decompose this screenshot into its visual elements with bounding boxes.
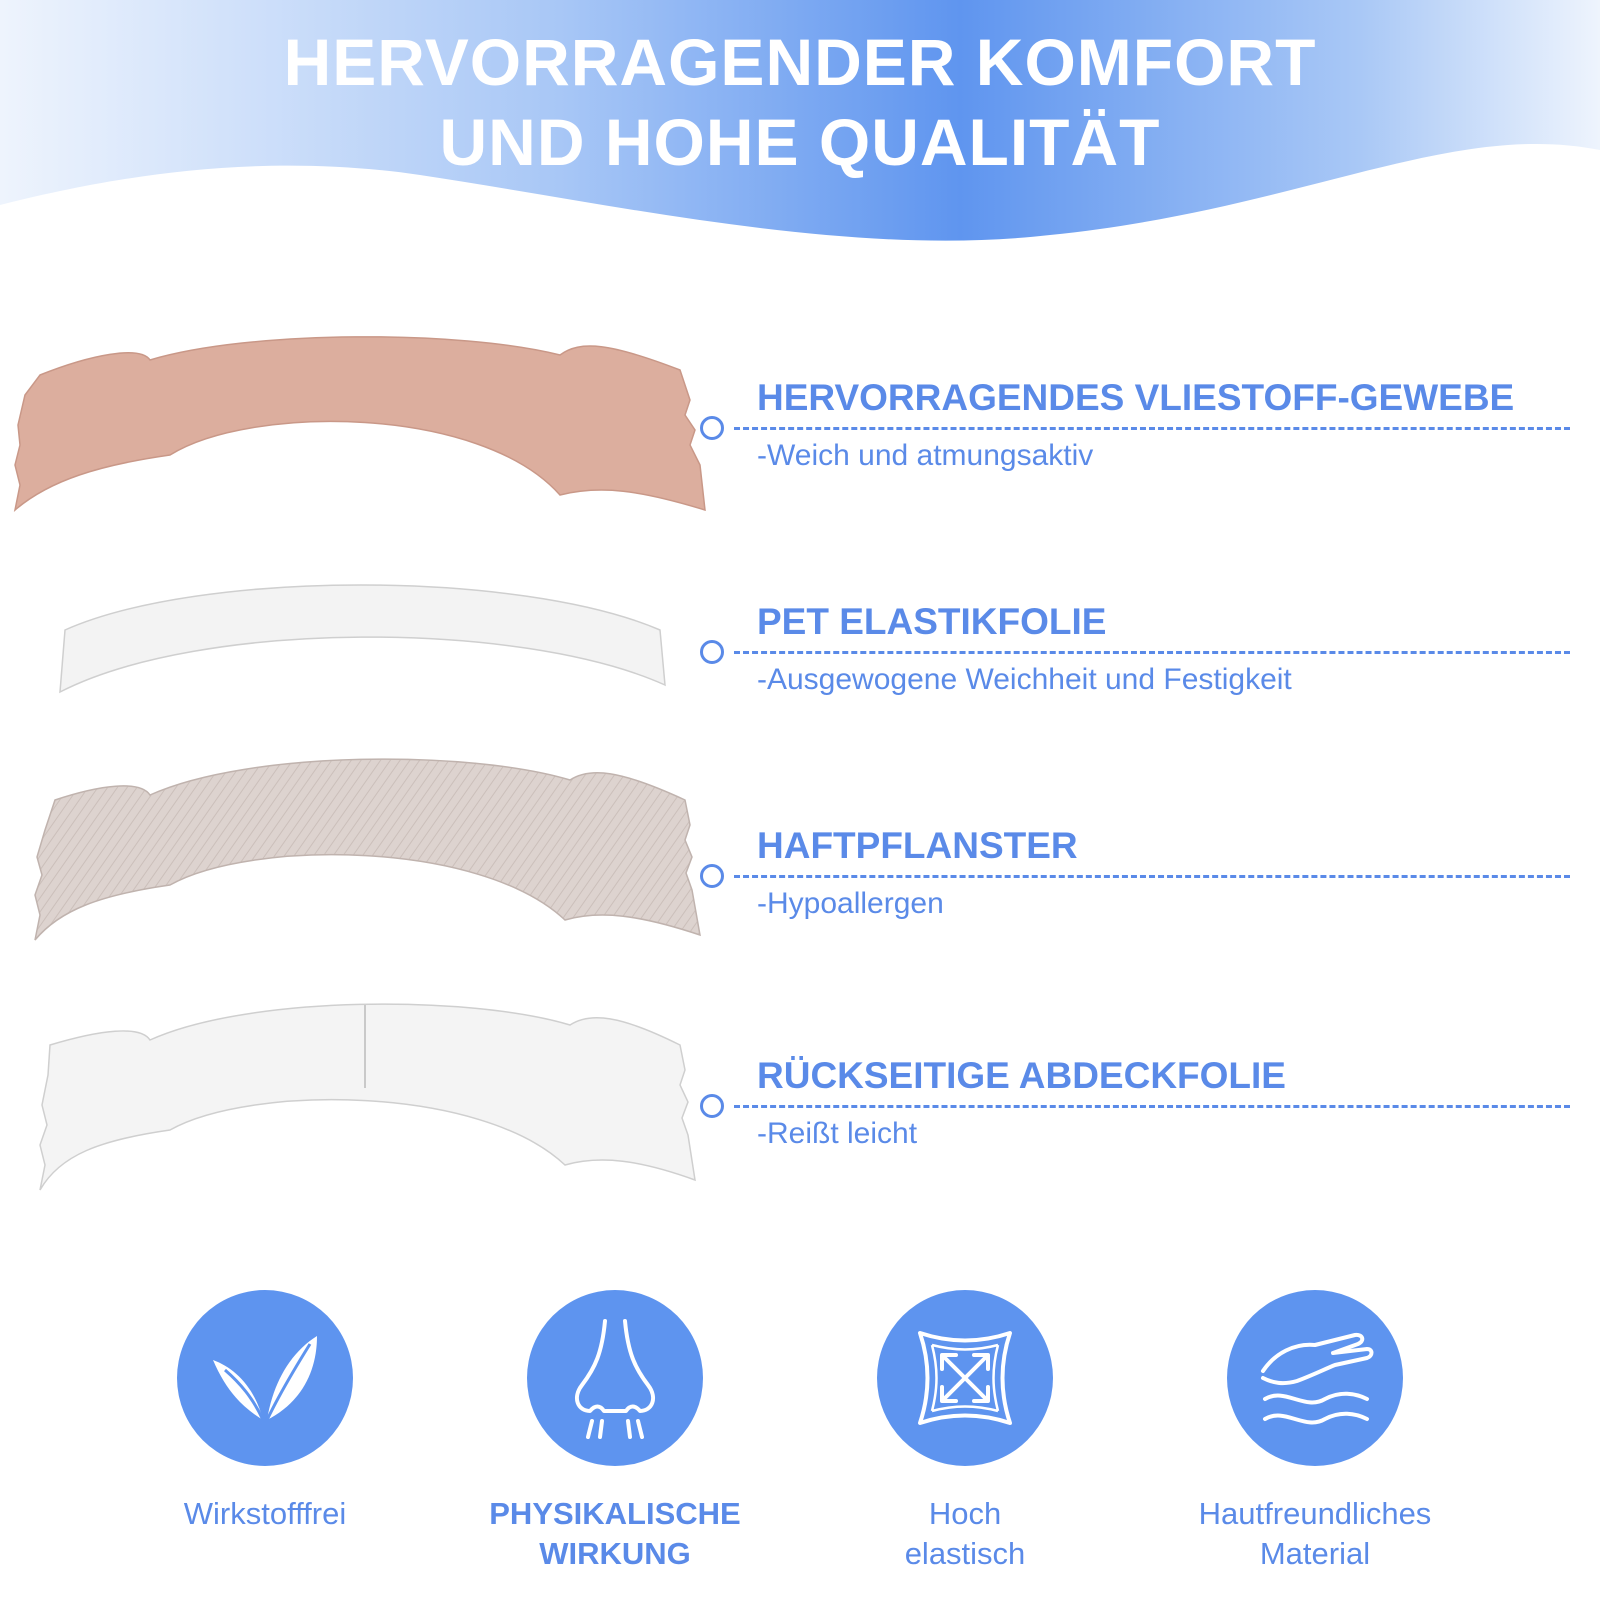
dashed-divider	[734, 875, 1570, 878]
feature-title: RÜCKSEITIGE ABDECKFOLIE	[757, 1055, 1286, 1096]
feature-title: PET ELASTIKFOLIE	[757, 601, 1107, 642]
dashed-divider	[734, 427, 1570, 430]
page-title-line-2: UND HOHE QUALITÄT	[439, 105, 1161, 179]
feature-abdeckfolie	[700, 1054, 1570, 1174]
backing-strip-image	[0, 990, 720, 1210]
nose-icon	[560, 1313, 670, 1443]
badge-circle	[877, 1290, 1053, 1466]
pet-strip-image	[0, 560, 720, 710]
feature-vliesstoff	[700, 376, 1570, 496]
badge-label-line-1: Wirkstofffrei	[183, 1496, 347, 1531]
callout-dot-icon	[700, 1094, 724, 1118]
feature-description: -Reißt leicht	[757, 1117, 918, 1150]
stretch-arrows-icon	[910, 1323, 1020, 1433]
feature-title: HERVORRAGENDES VLIESTOFF-GEWEBE	[757, 377, 1515, 418]
feature-description: -Weich und atmungsaktiv	[757, 439, 1094, 472]
vliesstoff-strip-image	[0, 315, 720, 525]
badge-label-line-1: Hoch	[928, 1496, 1002, 1531]
feature-description: -Hypoallergen	[757, 887, 944, 920]
badge-label	[805, 1494, 1125, 1574]
hand-waves-icon	[1255, 1323, 1375, 1433]
badge-hoch-elastisch	[805, 1290, 1125, 1574]
badge-label	[105, 1494, 425, 1534]
badge-circle	[1227, 1290, 1403, 1466]
feature-title: HAFTPFLANSTER	[757, 825, 1078, 866]
badge-hautfreundlich	[1155, 1290, 1475, 1574]
dashed-divider	[734, 1105, 1570, 1108]
feature-pet-elastikfolie	[700, 600, 1570, 720]
callout-dot-icon	[700, 416, 724, 440]
badge-label-line-1: Hautfreundliches	[1198, 1496, 1432, 1531]
badge-circle	[527, 1290, 703, 1466]
badge-label-line-1: PHYSIKALISCHE	[489, 1496, 741, 1531]
adhesive-strip-image	[0, 745, 720, 965]
leaf-icon	[205, 1328, 325, 1428]
callout-dot-icon	[700, 864, 724, 888]
dashed-divider	[734, 651, 1570, 654]
badge-label-line-2: Material	[1259, 1536, 1371, 1571]
badge-label-line-2: elastisch	[904, 1536, 1026, 1571]
badge-wirkstofffrei	[105, 1290, 425, 1534]
badge-circle	[177, 1290, 353, 1466]
callout-dot-icon	[700, 640, 724, 664]
badge-label	[455, 1494, 775, 1574]
page-title-line-1: HERVORRAGENDER KOMFORT	[283, 25, 1317, 99]
badge-physikalische-wirkung	[455, 1290, 775, 1574]
badge-label	[1155, 1494, 1475, 1574]
feature-description: -Ausgewogene Weichheit und Festigkeit	[757, 663, 1292, 696]
badge-label-line-2: WIRKUNG	[539, 1536, 691, 1571]
feature-haftpflanster	[700, 824, 1570, 944]
